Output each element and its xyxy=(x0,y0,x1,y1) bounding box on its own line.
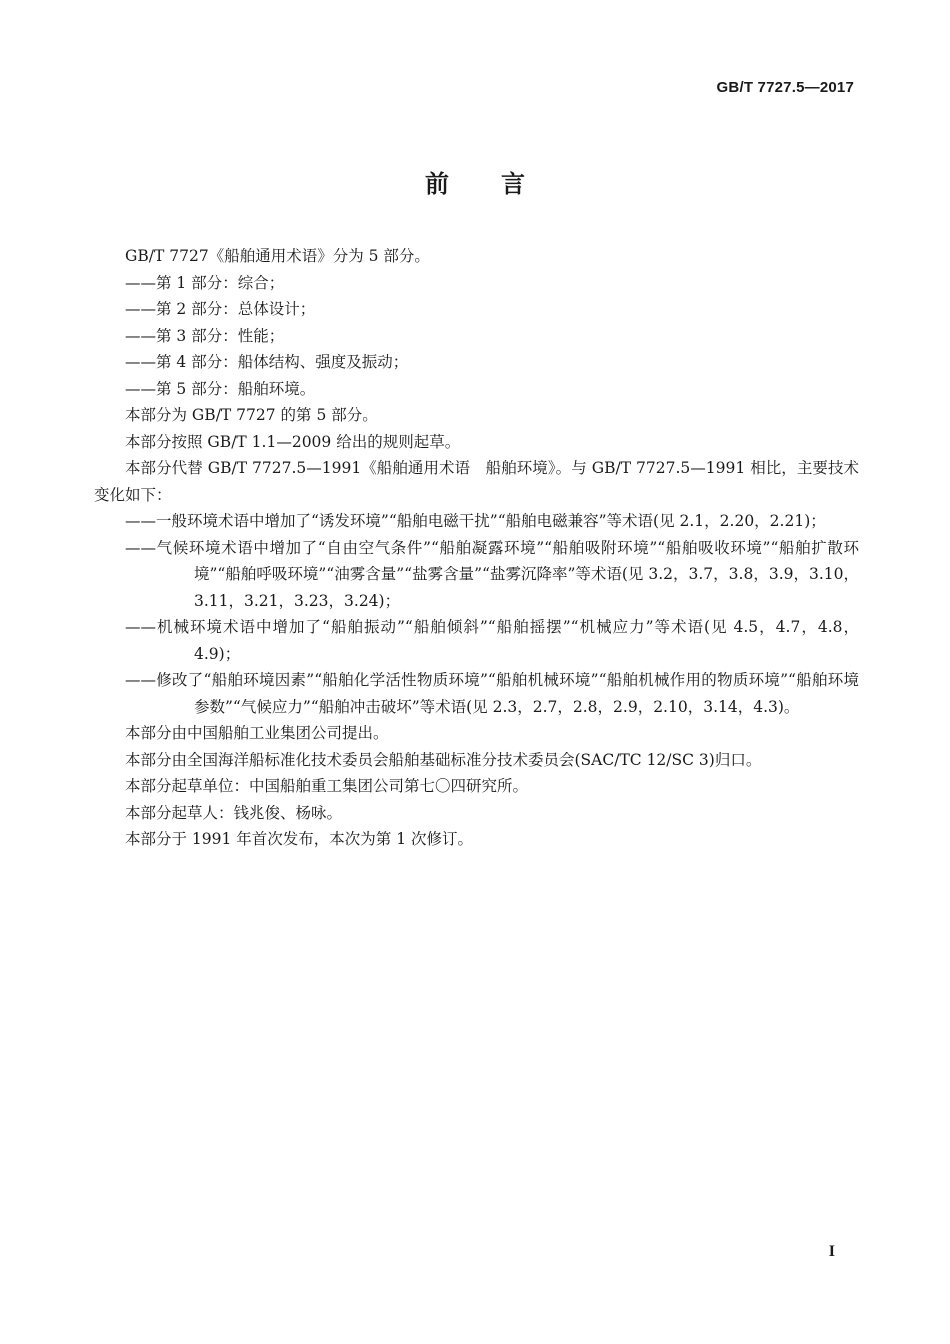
paragraph-drafting-unit: 本部分起草单位：中国船舶重工集团公司第七〇四研究所。 xyxy=(125,777,529,795)
list-item-part-2: ——第 2 部分：总体设计； xyxy=(125,300,316,318)
paragraph-proposer: 本部分由中国船舶工业集团公司提出。 xyxy=(125,724,389,742)
page-title: 前言 xyxy=(425,170,577,198)
paragraph-drafting-rules: 本部分按照 GB/T 1.1—2009 给出的规则起草。 xyxy=(125,432,461,451)
paragraph-drafters: 本部分起草人：钱兆俊、杨咏。 xyxy=(125,803,343,822)
paragraph-responsible-committee: 本部分由全国海洋船标准化技术委员会船舶基础标准分技术委员会(SAC/TC 12/SC 3)归口。 xyxy=(125,750,762,769)
paragraph-history: 本部分于 1991 年首次发布，本次为第 1 次修订。 xyxy=(125,830,474,848)
change-item-mechanical: ——机械环境术语中增加了“船舶振动”“船舶倾斜”“船舶摇摆”“机械应力”等术语(见 4.5，4.7，4.8，4.9)； xyxy=(125,618,859,663)
paragraph-this-part: 本部分为 GB/T 7727 的第 5 部分。 xyxy=(125,406,378,424)
change-item-general: ——一般环境术语中增加了“诱发环境”“船舶电磁干扰”“船舶电磁兼容”等术语(见 2.1，2.20，2.21)； xyxy=(125,512,826,530)
paragraph-replaces: 本部分代替 GB/T 7727.5—1991《船舶通用术语 船舶环境》。与 GB/T 7727.5—1991 相比，主要技术变化如下： xyxy=(94,459,859,504)
change-item-climate: ——气候环境术语中增加了“自由空气条件”“船舶凝露环境”“船舶吸附环境”“船舶吸收环境”“船舶扩散环境”“船舶呼吸环境”“油雾含量”“盐雾含量”“盐雾沉降率”等术语(见 3.2，3.7，3.8，3.9，3.10，3.11，3.21，3.23，3.24)； xyxy=(125,538,859,610)
paragraph-parts-intro: GB/T 7727《船舶通用术语》分为 5 部分。 xyxy=(125,247,430,265)
foreword-body xyxy=(94,243,859,853)
change-item-modified: ——修改了“船舶环境因素”“船舶化学活性物质环境”“船舶机械环境”“船舶机械作用的物质环境”“船舶环境参数”“气候应力”“船舶冲击破坏”等术语(见 2.3，2.7，2.8，2.9，2.10，3.14，4.3)。 xyxy=(125,671,859,716)
list-item-part-1: ——第 1 部分：综合； xyxy=(125,273,285,292)
list-item-part-5: ——第 5 部分：船舶环境。 xyxy=(125,379,316,398)
standard-code: GB/T 7727.5—2017 xyxy=(716,79,854,96)
list-item-part-3: ——第 3 部分：性能； xyxy=(125,326,285,345)
page-number: I xyxy=(828,1243,835,1260)
list-item-part-4: ——第 4 部分：船体结构、强度及振动； xyxy=(125,353,409,371)
